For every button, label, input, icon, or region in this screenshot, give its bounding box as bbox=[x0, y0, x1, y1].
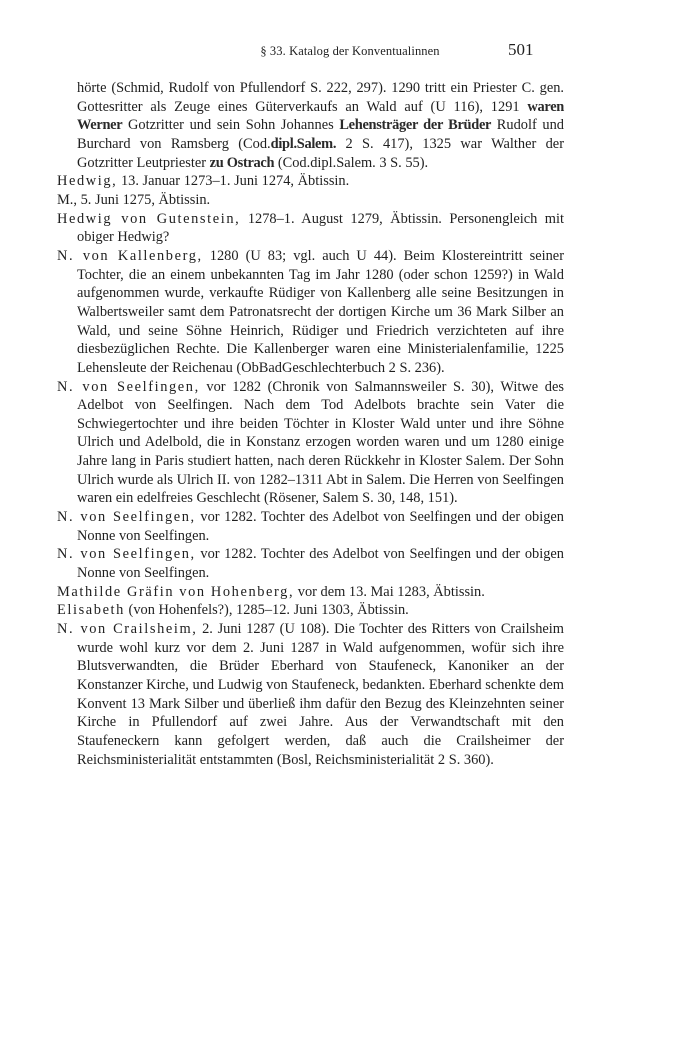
catalog-entry-continuation bbox=[57, 79, 564, 172]
entry-name: N. von Crailsheim, bbox=[57, 621, 198, 638]
entry-text: vor dem 13. Mai 1283, Äbtissin. bbox=[294, 583, 485, 600]
entry-text: Lehensträger der Brüder bbox=[339, 117, 492, 134]
catalog-entry-hedwig bbox=[57, 172, 564, 191]
entry-text: Rudolf und Burchard von Ramsberg (Cod. bbox=[77, 117, 564, 152]
running-title: § 33. Katalog der Konventualinnen bbox=[260, 44, 440, 58]
page-number: 501 bbox=[508, 40, 534, 59]
entry-name: N. von Kallenberg, bbox=[57, 247, 203, 264]
catalog-entry-m bbox=[57, 191, 564, 210]
entry-text: vor 1282. Tochter des Adelbot von Seelfingen und der obigen Nonne von Seelfingen. bbox=[77, 546, 564, 582]
catalog-entry-n-von-seelfingen-daughter-2 bbox=[57, 545, 564, 582]
catalog-entry-mathilde-von-hohenberg bbox=[57, 583, 564, 602]
entry-name: Hedwig, bbox=[57, 173, 118, 190]
entry-name: N. von Seelfingen, bbox=[57, 378, 200, 395]
entry-name: Elisabeth bbox=[57, 602, 125, 619]
entry-text: 1280 (U 83; vgl. auch U 44). Beim Klostereintritt seiner Tochter, die an einem unbekannten Tag im Jahr 1280 (oder schon 1259?) in Wald aufgenommen wurde, verkaufte Rüdiger von Kallenberg alle seine Besitzungen in Walbertsweiler samt dem Patronatsrecht der dortigen Kirche um 36 Mark Silber an Wald, und seine Söhne Heinrich, Rüdiger und Friedrich verzichteten auf ihre diesbezüglichen Rechte. Die Kallenberger waren eine Ministerialenfamilie, 1225 Lehensleute der Reichenau (ObBadGeschlechterbuch 2 S. 236). bbox=[77, 247, 564, 376]
entry-name: N. von Seelfingen, bbox=[57, 546, 196, 563]
catalog-text-body bbox=[57, 79, 564, 769]
catalog-entry-n-von-kallenberg bbox=[57, 247, 564, 378]
entry-text: 13. Januar 1273–1. Juni 1274, Äbtissin. bbox=[117, 173, 350, 190]
entry-text: (von Hohenfels?), 1285–12. Juni 1303, Äbtissin. bbox=[124, 602, 409, 619]
entry-name: Hedwig von Gutenstein, bbox=[57, 210, 241, 227]
entry-name: Mathilde Gräfin von Hohenberg, bbox=[57, 583, 295, 600]
entry-text: vor 1282. Tochter des Adelbot von Seelfingen und der obigen Nonne von Seelfingen. bbox=[77, 509, 564, 544]
entry-name: N. von Seelfingen, bbox=[57, 509, 196, 526]
entry-text: vor 1282 (Chronik von Salmannsweiler S. 30), Witwe des Adelbot von Seelfingen. Nach dem Tod Adelbots brachte sein Vater die Schwiegertochter und ihre beiden Töchter in Kloster Wald unter und ihre Söhne Ulrich und Adelbold, die in Konstanz erzogen worden waren und um 1280 einige Jahre lang in Paris studiert hatten, nach deren Rückkehr in Kloster Salem. Der Sohn Ulrich wurde als Ulrich II. von 1282–1311 Abt in Salem. Die Herren von Seelfingen waren ein edelfreies Geschlecht (Rösener, Salem S. 30, 148, 151). bbox=[77, 378, 564, 507]
entry-text: 1278–1. August 1279, Äbtissin. Personengleich mit obiger Hedwig? bbox=[77, 210, 564, 246]
entry-text: Gotzritter und sein Sohn Johannes bbox=[122, 117, 340, 134]
entry-text: 2. Juni 1287 (U 108). Die Tochter des Ritters von Crailsheim wurde wohl kurz vor dem 2. Juni 1287 in Wald aufgenommen, wofür sich ihre Blutsverwandten, die Brüder Eberhard von Staufeneck, Kanoniker an der Konstanzer Kirche, und Ludwig von Staufeneck, bedankten. Eberhard schenkte dem Konvent 13 Mark Silber und überließ ihm dafür den Bezug des Kleinzehnten seiner Kirche in Pfullendorf auf zwei Jahre. Aus der Verwandtschaft mit den Staufeneckern kann gefolgert werden, daß auch die Crailsheimer der Reichsministerialität entstammten (Bosl, Reichsministerialität 2 S. 360). bbox=[77, 621, 564, 768]
catalog-entry-n-von-seelfingen-daughter-1 bbox=[57, 508, 564, 545]
entry-text: waren Werner bbox=[77, 98, 564, 134]
entry-text: dipl.Salem. bbox=[270, 135, 337, 152]
entry-text: zu Ostrach bbox=[209, 154, 275, 171]
entry-text: 2 S. 417), 1325 war Walther der Gotzritter Leutpriester bbox=[77, 135, 564, 171]
catalog-entry-elisabeth bbox=[57, 601, 564, 620]
entry-text: (Cod.dipl.Salem. 3 S. 55). bbox=[274, 154, 429, 171]
catalog-entry-n-von-seelfingen-widow bbox=[57, 378, 564, 509]
catalog-entry-hedwig-von-gutenstein bbox=[57, 210, 564, 247]
entry-text: M., 5. Juni 1275, Äbtissin. bbox=[57, 191, 211, 208]
catalog-entry-n-von-crailsheim bbox=[57, 620, 564, 769]
entry-text: hörte (Schmid, Rudolf von Pfullendorf S. 222, 297). 1290 tritt ein Priester C. gen. Gottesritter als Zeuge eines Güterverkaufs an Wald auf (U 116), 1291 bbox=[77, 80, 564, 115]
